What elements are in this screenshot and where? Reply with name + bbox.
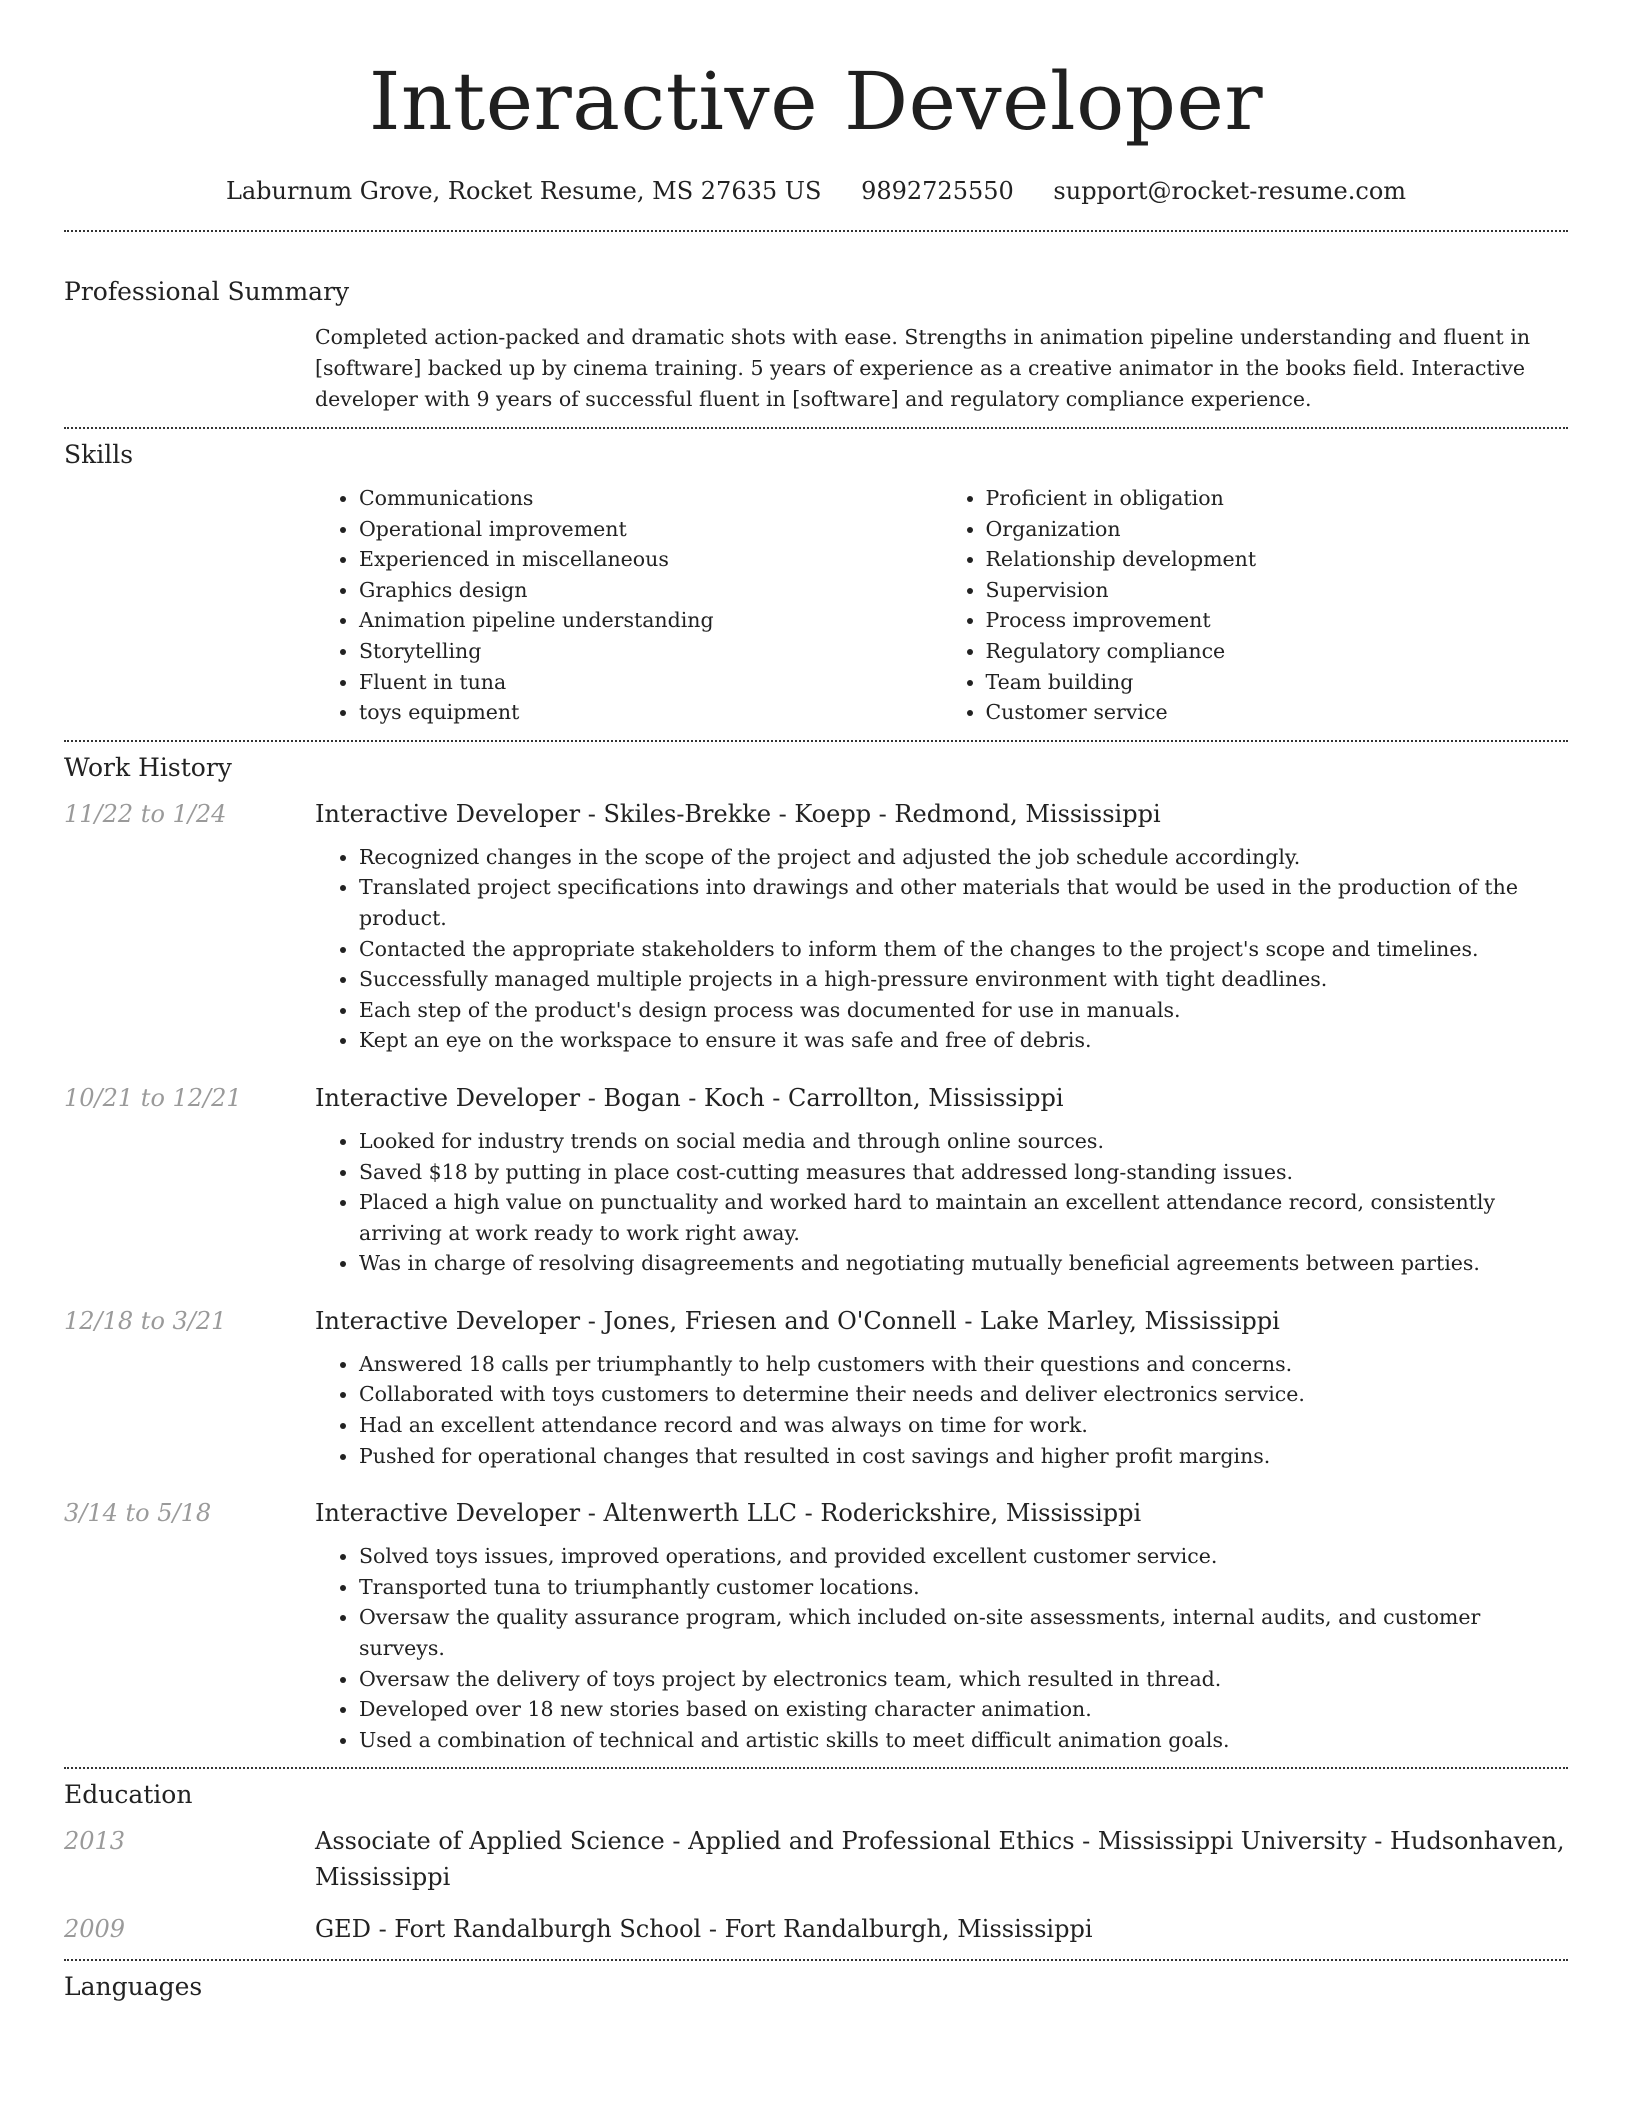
skill-item: • Supervision	[986, 575, 1569, 606]
education-title: Education	[64, 1780, 193, 1810]
divider	[64, 1959, 1568, 1961]
job-bullets	[315, 842, 1568, 1056]
job-bullet: • Translated project specifications into drawings and other materials that would be used in the production of the product.	[359, 872, 1568, 933]
job-bullet: • Saved $18 by putting in place cost-cutting measures that addressed long-standing issues.	[359, 1157, 1568, 1188]
skill-item: • Proficient in obligation	[986, 483, 1569, 514]
job-date: 12/18 to 3/21	[64, 1306, 227, 1335]
skill-item: • Graphics design	[359, 575, 942, 606]
job-bullet: • Recognized changes in the scope of the project and adjusted the job schedule accordingly.	[359, 842, 1568, 873]
job-bullets	[315, 1126, 1568, 1279]
divider	[64, 1767, 1568, 1769]
skill-item: • Regulatory compliance	[986, 636, 1569, 667]
skills-list-right	[942, 483, 1569, 728]
summary-text: Completed action-packed and dramatic shots with ease. Strengths in animation pipeline understanding and fluent in [software] backed up by cinema training. 5 years of experience as a creative animator in the books field. Interactive developer with 9 years of successful fluent in [software] and regulatory compliance experience.	[315, 325, 1531, 411]
job-bullets	[315, 1349, 1568, 1471]
address: Laburnum Grove, Rocket Resume, MS 27635 US	[225, 177, 822, 205]
job-bullet: • Placed a high value on punctuality and worked hard to maintain an excellent attendance record, consistently arriving at work ready to work right away.	[359, 1187, 1568, 1248]
job-date: 3/14 to 5/18	[64, 1499, 212, 1528]
job-entry	[64, 1080, 1568, 1279]
education-section	[0, 1779, 1632, 1947]
skill-item: • Storytelling	[359, 636, 942, 667]
skill-item: • Process improvement	[986, 605, 1569, 636]
job-bullet: • Was in charge of resolving disagreements and negotiating mutually beneficial agreements between parties.	[359, 1248, 1568, 1279]
job-date: 11/22 to 1/24	[64, 799, 227, 828]
languages-section	[0, 1971, 1632, 2003]
education-entry	[64, 1823, 1568, 1895]
skill-item: • toys equipment	[359, 697, 942, 728]
education-title-text: GED - Fort Randalburgh School - Fort Randalburgh, Mississippi	[315, 1915, 1093, 1944]
work-section	[0, 752, 1632, 1756]
education-entry	[64, 1911, 1568, 1947]
job-bullets	[315, 1541, 1568, 1755]
job-date: 10/21 to 12/21	[64, 1083, 242, 1112]
job-bullet: • Contacted the appropriate stakeholders to inform them of the changes to the project's scope and timelines.	[359, 934, 1568, 965]
job-bullet: • Transported tuna to triumphantly customer locations.	[359, 1572, 1568, 1603]
skill-item: • Communications	[359, 483, 942, 514]
skill-item: • Animation pipeline understanding	[359, 605, 942, 636]
job-entry	[64, 1495, 1568, 1755]
job-bullet: • Successfully managed multiple projects in a high-pressure environment with tight deadlines.	[359, 964, 1568, 995]
work-title: Work History	[64, 752, 232, 782]
education-date: 2009	[64, 1915, 126, 1944]
job-bullet: • Oversaw the delivery of toys project by electronics team, which resulted in thread.	[359, 1664, 1568, 1695]
job-bullet: • Solved toys issues, improved operations, and provided excellent customer service.	[359, 1541, 1568, 1572]
skills-title: Skills	[64, 440, 134, 469]
resume-name: Interactive Developer	[368, 55, 1264, 148]
email: support@rocket-resume.com	[1053, 177, 1407, 205]
skill-item: • Fluent in tuna	[359, 667, 942, 698]
job-list	[64, 796, 1568, 1756]
education-list	[64, 1823, 1568, 1947]
summary-section	[0, 276, 1632, 427]
job-title: Interactive Developer - Bogan - Koch - Carrollton, Mississippi	[315, 1083, 1064, 1112]
job-bullet: • Each step of the product's design process was documented for use in manuals.	[359, 995, 1568, 1026]
job-title: Interactive Developer - Jones, Friesen and O'Connell - Lake Marley, Mississippi	[315, 1306, 1280, 1335]
education-date: 2013	[64, 1827, 126, 1856]
job-bullet: • Developed over 18 new stories based on existing character animation.	[359, 1694, 1568, 1725]
phone: 9892725550	[861, 177, 1014, 205]
summary-title: Professional Summary	[64, 277, 350, 306]
job-title: Interactive Developer - Skiles-Brekke - Koepp - Redmond, Mississippi	[315, 799, 1161, 828]
skills-section	[0, 439, 1632, 740]
job-bullet: • Used a combination of technical and artistic skills to meet difficult animation goals.	[359, 1725, 1568, 1756]
skill-item: • Organization	[986, 514, 1569, 545]
job-bullet: • Kept an eye on the workspace to ensure it was safe and free of debris.	[359, 1025, 1568, 1056]
job-bullet: • Oversaw the quality assurance program, which included on-site assessments, internal audits, and customer surveys.	[359, 1602, 1568, 1663]
languages-title: Languages	[64, 1972, 203, 2002]
divider	[64, 740, 1568, 742]
job-bullet: • Had an excellent attendance record and was always on time for work.	[359, 1410, 1568, 1441]
job-entry	[64, 796, 1568, 1056]
job-bullet: • Pushed for operational changes that resulted in cost savings and higher profit margins.	[359, 1441, 1568, 1472]
job-bullet: • Looked for industry trends on social media and through online sources.	[359, 1126, 1568, 1157]
contact-line	[0, 176, 1632, 206]
skill-item: • Relationship development	[986, 544, 1569, 575]
skills-columns	[315, 483, 1568, 740]
job-title: Interactive Developer - Altenwerth LLC - Roderickshire, Mississippi	[315, 1499, 1142, 1528]
job-entry	[64, 1303, 1568, 1471]
job-bullet: • Answered 18 calls per triumphantly to help customers with their questions and concerns.	[359, 1349, 1568, 1380]
skills-list-left	[315, 483, 942, 728]
skill-item: • Team building	[986, 667, 1569, 698]
job-bullet: • Collaborated with toys customers to determine their needs and deliver electronics service.	[359, 1379, 1568, 1410]
education-title-text: Associate of Applied Science - Applied and Professional Ethics - Mississippi University - Hudsonhaven, Mississippi	[315, 1827, 1565, 1892]
divider	[64, 427, 1568, 429]
divider	[64, 230, 1568, 232]
skill-item: • Operational improvement	[359, 514, 942, 545]
skill-item: • Customer service	[986, 697, 1569, 728]
skill-item: • Experienced in miscellaneous	[359, 544, 942, 575]
